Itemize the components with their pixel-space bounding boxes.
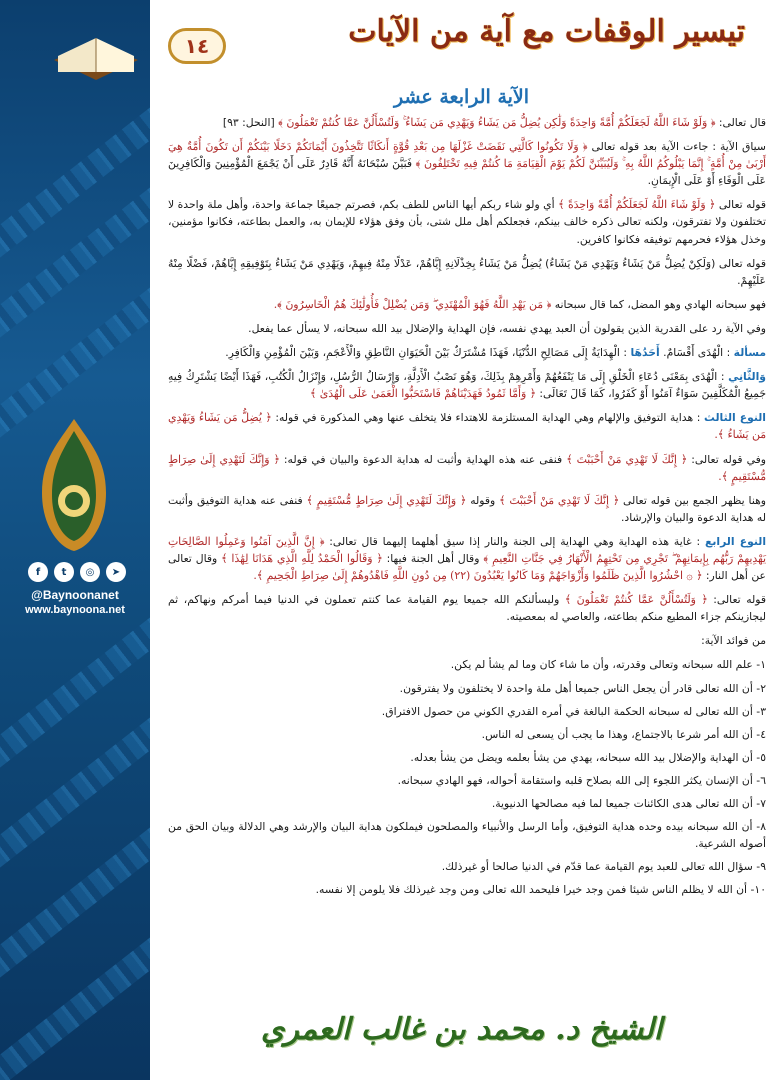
paragraph (168, 533, 766, 584)
decorative-sidebar (0, 0, 150, 1080)
text: وقال تعالى عن أهل النار: (168, 551, 766, 583)
text: فَبَيَّنَ سُبْحَانَهُ أَنَّهُ قَادِرٌ عَلَى أَنْ يَجْمَعَ الْمُؤْمِنِينَ وَالْكَافِرِينَ عَلَى الْوَفَاءِ أَوْ عَلَى الْإِيمَانِ. (168, 157, 766, 188)
quran-verse: ﴿ إِنَّ الَّذِينَ آمَنُوا وَعَمِلُوا الصَّالِحَاتِ يَهْدِيهِمْ رَبُّهُم بِإِيمَانِهِمْ ۖ تَجْرِي مِن تَحْتِهِمُ الْأَنْهَارُ فِي جَنَّاتِ النَّعِيمِ ﴾ (168, 534, 766, 565)
text: قوله تعالى: (713, 593, 767, 607)
paragraph: قوله تعالى (وَلَكِنْ يُضِلُّ مَنْ يَشَاءُ وَيَهْدِي مَنْ يَشَاءُ) يُضِلُّ مَنْ يَشَاءُ بِخِذْلَانِهِ إِيَّاهُمْ، عَدْلًا مِنْهُ فِيهِمْ، وَيَهْدِي مَنْ يَشَاءُ بِتَوْفِيقِهِ إِيَّاهُمْ، فَضْلًا مِنْهُ عَلَيْهِمْ. (168, 256, 766, 287)
open-book-icon (48, 20, 144, 90)
quran-verse: ﴿ إِنَّكَ لَا تَهْدِي مَنْ أَحْبَبْتَ ﴾ (566, 452, 688, 466)
text: قال تعالى: (718, 116, 766, 129)
text: وقوله (470, 493, 496, 507)
quran-verse: ﴿ يُضِلُّ مَن يَشَاءُ وَيَهْدِي مَن يَشَاءُ ﴾. (168, 411, 766, 442)
text: : الْهِدَايَةُ إِلَى مَصَالِحِ الدُّنْيَا، فَهَذَا مُشْتَرَكٌ بَيْنَ الْحَيَوَانِ النَّاطِقِ وَالْأَعْجَمِ، وَبَيْنَ الْمُؤْمِنِ وَالْكَافِرِ. (225, 346, 627, 360)
paragraph (168, 492, 766, 526)
benefit-item: ١٠- أن الله لا يظلم الناس شيئا فمن وجد خيرا فليحمد الله تعالى ومن وجد غيرذلك فلا يلومن إلا نفسه. (315, 883, 766, 897)
text: : الْهُدَى أَقْسَامٌ. (663, 346, 731, 360)
page-header (150, 0, 773, 92)
quran-verse: ﴿ وَإِنَّكَ لَتَهْدِي إِلَىٰ صِرَاطٍ مُّسْتَقِيمٍ ﴾. (168, 452, 766, 483)
quran-verse: ﴿ وَإِنَّكَ لَتَهْدِي إِلَىٰ صِرَاطٍ مُّسْتَقِيمٍ ﴾ (306, 493, 467, 507)
section-label: أَحَدُهَا (630, 346, 660, 360)
paragraph (168, 138, 766, 189)
social-icons-row (28, 562, 126, 582)
paragraph (168, 296, 766, 313)
instagram-icon[interactable]: ◎ (80, 562, 100, 582)
section-label: النوع الرابع (704, 534, 767, 548)
benefit-item: ١- علم الله سبحانه وتعالى وقدرته، وأن ما شاء كان وما لم يشأ لم يكن. (450, 658, 766, 672)
quran-verse: ﴿ وَلَا تَكُونُوا كَالَّتِي نَقَضَتْ غَزْلَهَا مِن بَعْدِ قُوَّةٍ أَنكَاثًا تَتَّخِذُونَ أَيْمَانَكُمْ دَخَلًا بَيْنَكُمْ أَن تَكُونَ أُمَّةٌ هِيَ أَرْبَىٰ مِنْ أُمَّةٍ ۚ إِنَّمَا يَبْلُوكُمُ اللَّهُ بِهِ ۚ وَلَيُبَيِّنَنَّ لَكُمْ يَوْمَ الْقِيَامَةِ مَا كُنتُمْ فِيهِ تَخْتَلِفُونَ ﴾ (168, 140, 767, 171)
text: فنفى عنه هذه الهداية وأثبت له هداية الدعوة والبيان في قوله: (283, 452, 563, 466)
text: وهنا يظهر الجمع بين قوله تعالى (623, 493, 766, 507)
text: سياق الآية : جاءت الآية بعد قوله تعالى (591, 140, 766, 154)
benefit-item: ٦- أن الإنسان يكثر اللجوء إلى الله بصلاح قلبه واستقامة أحواله، فهو الهادي سبحانه. (397, 773, 766, 787)
author-signature: الشيخ د. محمد بن غالب العمري (260, 1012, 663, 1047)
paragraph (168, 114, 766, 131)
section-label: وَالثَّانِي (728, 370, 766, 384)
facebook-icon[interactable]: f (28, 562, 48, 582)
quran-verse: ﴿ وَلَتُسْأَلُنَّ عَمَّا كُنتُمْ تَعْمَلُونَ ﴾ (564, 593, 708, 607)
benefit-item: ٩- سؤال الله تعالى للعبد يوم القيامة عما قدّم في الدنيا صالحا أو غيرذلك. (441, 860, 766, 874)
text: فهو سبحانه الهادي وهو المضل، كما قال سبحانه (554, 297, 766, 311)
benefits-heading: من فوائد الآية: (701, 634, 766, 648)
benefit-item: ٨- أن الله سبحانه بيده وحده هداية التوفيق، وأما الرسل والأنبياء والمصلحون فيملكون هداية البيان والإرشد وهي الدلالة وبيان الحق من أصوله الشرعية. (168, 820, 766, 851)
benefit-item: ٥- أن الهداية والإضلال بيد الله سبحانه، يهدي من يشأ بعلمه ويضل من يشأ بعدله. (410, 750, 766, 764)
quran-verse: ﴿ وَأَمَّا ثَمُودُ فَهَدَيْنَاهُمْ فَاسْتَحَبُّوا الْعَمَىٰ عَلَى الْهُدَىٰ ﴾ (310, 387, 536, 401)
baynoona-logo (28, 415, 120, 555)
quran-verse: ﴿ إِنَّكَ لَا تَهْدِي مَنْ أَحْبَبْتَ ﴾ (499, 493, 620, 507)
text: : غاية هذه الهداية وهي الهداية إلى الجنة والنار إذا سيق أهلهما إليهما قال تعالى: (329, 534, 701, 548)
benefit-item: ٤- أن الله أمر شرعا بالاجتماع، وهذا ما يجب أن يسعى له الناس. (481, 727, 766, 741)
quran-verse: ﴿ وَلَوْ شَاءَ اللَّهُ لَجَعَلَكُمْ أُمَّةً وَاحِدَةً وَلَٰكِن يُضِلُّ مَن يَشَاءُ وَيَهْدِي مَن يَشَاءُ ۚ وَلَتُسْأَلُنَّ عَمَّا كُنتُمْ تَعْمَلُونَ ﴾ (278, 116, 716, 129)
paragraph (168, 591, 766, 625)
quran-verse: ﴿ ۞ احْشُرُوا الَّذِينَ ظَلَمُوا وَأَزْوَاجَهُمْ وَمَا كَانُوا يَعْبُدُونَ (٢٢) مِن دُونِ اللَّهِ فَاهْدُوهُمْ إِلَىٰ صِرَاطِ الْجَحِيمِ ﴾. (253, 569, 703, 583)
quran-verse: ﴿ وَلَوْ شَاءَ اللَّهُ لَجَعَلَكُمْ أُمَّةً وَاحِدَةً ﴾ (558, 198, 716, 212)
paragraph (168, 196, 766, 247)
benefit-item: ٢- أن الله تعالى قادر أن يجعل الناس جميعا أهل ملة واحدة لا يختلفون ولا يفترقون. (399, 681, 766, 695)
ayah-heading: الآية الرابعة عشر (393, 86, 530, 108)
text: وليسألنكم الله جميعا يوم القيامة عما كنتم تعملون في الدنيا فيما أمركم ونهاكم، ثم ليجازينكم جزاء المطيع منكم بطاعته، والعاصي له بمعصيته. (168, 593, 766, 624)
article-body (168, 114, 766, 1014)
paragraph (168, 451, 766, 485)
quran-verse: ﴿ وَقَالُوا الْحَمْدُ لِلَّهِ الَّذِي هَدَانَا لِهَٰذَا ﴾ (221, 551, 383, 565)
text: وقال أهل الجنة فيها: (386, 551, 480, 565)
verse-reference: [النحل: ٩٣] (222, 116, 275, 129)
paragraph (168, 409, 766, 443)
section-label: مسألة (733, 346, 766, 360)
website-link[interactable]: www.baynoona.net (25, 604, 125, 616)
text: : الْهُدَى بِمَعْنَى دُعَاءِ الْخَلْقِ إِلَى مَا يَنْفَعُهُمْ وَأَمْرِهِمْ بِذَلِكَ، وَهُوَ نَصْبُ الْأَدِلَّةِ، وَإِرْسَالُ الرُّسُلِ، وَإِنْزَالُ الْكُتُبِ، فَهَذَا أَيْضًا يَشْتَرِكُ فِيهِ جَمِيعُ الْمُكَلَّفِينَ سَوَاءٌ آمَنُوا أَوْ كَفَرُوا، كَمَا قَالَ تَعَالَى: (168, 370, 766, 401)
paragraph (168, 368, 766, 402)
text: : هداية التوفيق والإلهام وهي الهداية المستلزمة للاهتداء فلا يتخلف عنها وهي المذكورة في قوله: (275, 411, 701, 425)
social-handle: @Baynoonanet (31, 588, 119, 602)
text: فنفى عنه هداية التوفيق وأثبت له هداية الدعوة والبيان والإرشاد. (168, 493, 766, 524)
paragraph (168, 344, 766, 361)
telegram-icon[interactable]: ➤ (106, 562, 126, 582)
content-panel (150, 0, 773, 1080)
text: قوله تعالى (718, 198, 766, 212)
text: أي ولو شاء ربكم أيها الناس للطف بكم، فصرتم جميعًا جماعة واحدة، وأهل ملة واحدة لا تختلفون ولا تفترقون، ولكنه تعالى ذكره خالف بينكم، فجعلكم أهل ملل شتى، بأن وفق هؤلاء للإيمان به، والعمل بطاعته، فكانوا مؤمنين، وخذل هؤلاء فحرمهم توفيقه فكانوا كافرين. (168, 198, 766, 246)
benefit-item: ٣- أن الله تعالى له سبحانه الحكمة البالغة في أمره القدري الكوني من حصول الافتراق. (381, 704, 766, 718)
series-title: تيسير الوقفات مع آية من الآيات (348, 14, 745, 49)
episode-number-badge: ١٤ (168, 28, 226, 64)
quran-verse: ﴿ مَن يَهْدِ اللَّهُ فَهُوَ الْمُهْتَدِي ۖ وَمَن يُضْلِلْ فَأُولَٰئِكَ هُمُ الْخَاسِرُونَ ﴾. (273, 297, 552, 311)
benefit-item: ٧- أن الله تعالى هدى الكائنات جميعا لما فيه مصالحها الدنيوية. (491, 797, 766, 810)
twitter-icon[interactable]: t (54, 562, 74, 582)
section-label: النوع الثالث (704, 411, 767, 425)
paragraph: وفي الآية رد على القدرية الذين يقولون أن العبد يهدي نفسه، فإن الهداية والإضلال بيد الله سبحانه، لا يسأل عما يفعل. (248, 321, 766, 335)
text: وفي قوله تعالى: (691, 452, 766, 466)
